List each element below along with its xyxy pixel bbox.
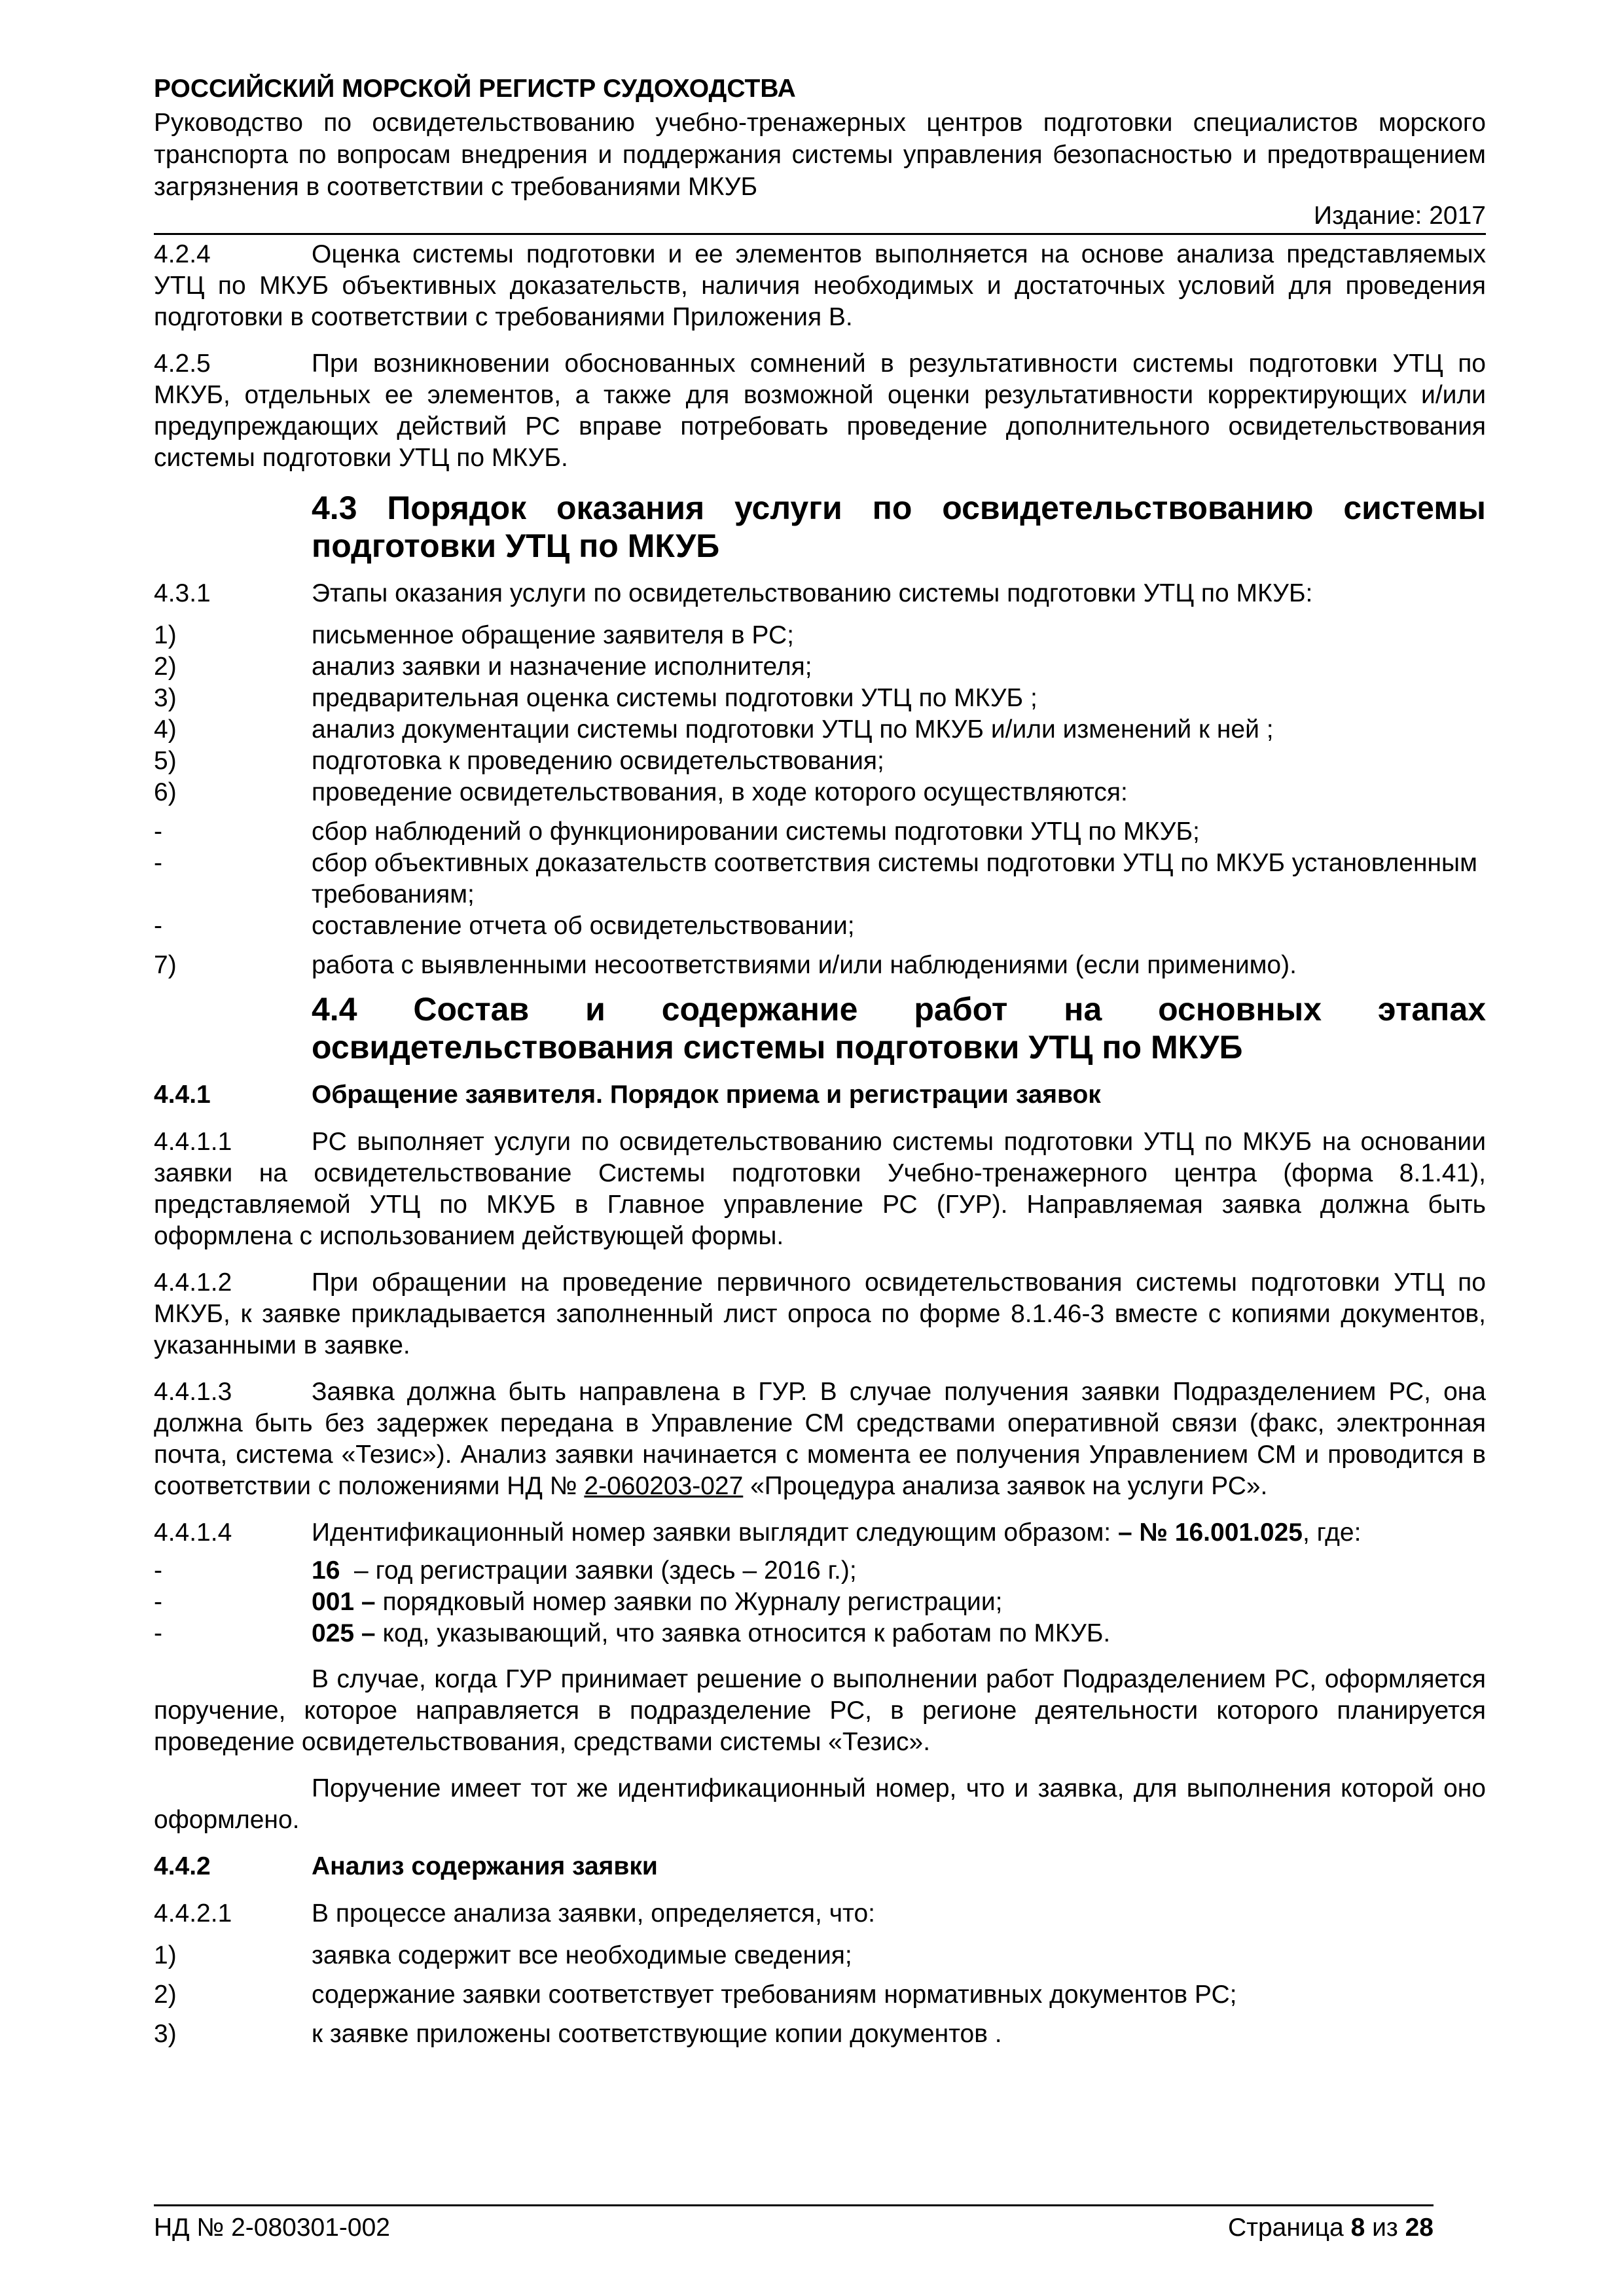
list-text: работа с выявленными несоответствиями и/или наблюдениями (если применимо). <box>312 951 1297 979</box>
header-divider <box>154 233 1486 235</box>
list-marker: - <box>154 1556 162 1585</box>
list-text: проведение освидетельствования, в ходе которого осуществляются: <box>312 778 1128 806</box>
footer-divider <box>154 2204 1434 2206</box>
edition-label: Издание: 2017 <box>1314 202 1486 230</box>
paragraph-text-end: , где: <box>1303 1518 1362 1547</box>
paragraph-text: Этапы оказания услуги по освидетельствованию системы подготовки УТЦ по МКУБ: <box>312 579 1313 607</box>
paragraph-number: 4.2.4 <box>154 240 211 268</box>
document-title: Руководство по освидетельствованию учебно-тренажерных центров подготовки специалистов морского транспорта по вопросам внедрения и поддержания системы управления безопасностью и предотвращением загрязнения в соответствии с требованиями МКУБ <box>154 109 1486 201</box>
list-text: код, указывающий, что заявка относится к работам по МКУБ. <box>375 1619 1111 1647</box>
list-text: анализ документации системы подготовки УТЦ по МКУБ и/или изменений к ней ; <box>312 715 1274 744</box>
list-text: заявка содержит все необходимые сведения; <box>312 1941 852 1969</box>
list-text: предварительная оценка системы подготовки УТЦ по МКУБ ; <box>312 684 1038 712</box>
list-item <box>154 620 1486 651</box>
list-marker: 7) <box>154 951 177 979</box>
paragraph-text: В процессе анализа заявки, определяется, что: <box>312 1899 875 1928</box>
org-name: РОССИЙСКИЙ МОРСКОЙ РЕГИСТР СУДОХОДСТВА <box>154 75 796 103</box>
document-link[interactable]: 2-060203-027 <box>584 1472 744 1500</box>
paragraph-number: 4.4.1.2 <box>154 1268 232 1297</box>
paragraph-4-2-4 <box>154 239 1486 333</box>
list-marker: 3) <box>154 684 177 712</box>
paragraph-number: 4.4.1.1 <box>154 1128 232 1156</box>
list-item <box>154 651 1486 683</box>
list-text: составление отчета об освидетельствовании; <box>312 912 855 940</box>
paragraph-4-4-2-1 <box>154 1898 1486 1929</box>
list-marker: - <box>154 1619 162 1647</box>
list-marker: 6) <box>154 778 177 806</box>
paragraph-text: Идентификационный номер заявки выглядит следующим образом: <box>312 1518 1118 1547</box>
page-counter: Страница 8 из 28 <box>1227 2214 1434 2242</box>
paragraph-4-4-1-4 <box>154 1517 1486 1549</box>
list-text: анализ заявки и назначение исполнителя; <box>312 653 812 681</box>
list-item <box>154 745 1486 777</box>
id-part: 025 – <box>312 1619 376 1647</box>
paragraph-number: 4.3.1 <box>154 579 211 607</box>
list-item <box>154 816 1486 848</box>
list-marker: 1) <box>154 621 177 649</box>
assignment-id-paragraph: Поручение имеет тот же идентификационный номер, что и заявка, для выполнения которой оно оформлено. <box>154 1774 1486 1834</box>
list-item <box>154 950 1486 981</box>
paragraph-number: 4.4.2.1 <box>154 1899 232 1928</box>
list-item <box>154 1940 1486 1971</box>
subsection-number: 4.4.1 <box>154 1081 211 1109</box>
list-text: подготовка к проведению освидетельствования; <box>312 747 884 775</box>
total-pages: 28 <box>1405 2214 1434 2242</box>
paragraph-number: 4.2.5 <box>154 350 211 378</box>
list-item <box>154 714 1486 745</box>
list-marker: 5) <box>154 747 177 775</box>
paragraph-number: 4.4.1.4 <box>154 1518 232 1547</box>
list-text: – год регистрации заявки (здесь – 2016 г.); <box>340 1556 857 1585</box>
list-marker: - <box>154 817 162 846</box>
paragraph-text: При возникновении обоснованных сомнений в результативности системы подготовки УТЦ по МКУБ, отдельных ее элементов, а также для возможной оценки результативности корректирующих и/или предупреждающих действий РС вправе потребовать проведение дополнительного освидетельствования системы подготовки УТЦ по МКУБ. <box>154 350 1486 472</box>
subsection-heading-4-4-2 <box>154 1851 1486 1882</box>
list-marker: 2) <box>154 1981 177 2009</box>
document-body <box>154 239 1486 2060</box>
paragraph-text: Заявка должна быть направлена в ГУР. В случае получения заявки Подразделением РС, она должна быть без задержек передана в Управление СМ средствами оперативной связи (факс, электронная почта, система «Тезис»). Анализ заявки начинается с момента ее получения Управлением СМ и проводится в соответствии с положениями НД № <box>154 1378 1486 1500</box>
list-marker: 1) <box>154 1941 177 1969</box>
subsection-title: Обращение заявителя. Порядок приема и регистрации заявок <box>312 1081 1101 1109</box>
list-item <box>154 1587 1486 1618</box>
list-marker: 3) <box>154 2020 177 2048</box>
list-marker: - <box>154 849 162 877</box>
survey-actions-list <box>154 816 1486 942</box>
list-item <box>154 1618 1486 1649</box>
list-item <box>154 683 1486 714</box>
stages-list <box>154 620 1486 808</box>
subsection-title: Анализ содержания заявки <box>312 1852 658 1880</box>
list-text: сбор наблюдений о функционировании системы подготовки УТЦ по МКУБ; <box>312 817 1200 846</box>
subsection-number: 4.4.2 <box>154 1852 211 1880</box>
paragraph-text-end: «Процедура анализа заявок на услуги РС». <box>743 1472 1268 1500</box>
list-item <box>154 910 1486 942</box>
list-text: порядковый номер заявки по Журналу регистрации; <box>375 1588 1003 1616</box>
list-item <box>154 777 1486 808</box>
list-marker: 2) <box>154 653 177 681</box>
id-part: 16 <box>312 1556 340 1585</box>
list-text: к заявке приложены соответствующие копии документов . <box>312 2020 1002 2048</box>
paragraph-number: 4.4.1.3 <box>154 1378 232 1406</box>
application-id-example: – № 16.001.025 <box>1117 1518 1303 1547</box>
current-page: 8 <box>1350 2214 1365 2242</box>
list-marker: - <box>154 912 162 940</box>
paragraph-4-4-1-2 <box>154 1267 1486 1361</box>
assignment-paragraph: В случае, когда ГУР принимает решение о выполнении работ Подразделением РС, оформляется поручение, которое направляется в подразделение РС, в регионе деятельности которого планируется проведение освидетельствования, средствами системы «Тезис». <box>154 1665 1486 1756</box>
paragraph-text: При обращении на проведение первичного освидетельствования системы подготовки УТЦ по МКУБ, к заявке прикладывается заполненный лист опроса по форме 8.1.46-3 вместе с копиями документов, указанными в заявке. <box>154 1268 1486 1359</box>
paragraph-4-4-1-3 <box>154 1376 1486 1502</box>
document-number: НД № 2-080301-002 <box>154 2214 390 2242</box>
list-text: письменное обращение заявителя в РС; <box>312 621 794 649</box>
list-item <box>154 848 1486 910</box>
paragraph-4-4-1-1 <box>154 1126 1486 1252</box>
id-part: 001 – <box>312 1588 376 1616</box>
section-heading-4-4: 4.4 Состав и содержание работ на основных этапах освидетельствования системы подготовки УТЦ по МКУБ <box>312 991 1486 1066</box>
paragraph-4-2-5 <box>154 348 1486 474</box>
id-explanation-list <box>154 1555 1486 1649</box>
subsection-heading-4-4-1 <box>154 1079 1486 1111</box>
list-marker: - <box>154 1588 162 1616</box>
list-text: содержание заявки соответствует требованиям нормативных документов РС; <box>312 1981 1237 2009</box>
analysis-criteria-list <box>154 1940 1486 2050</box>
paragraph-4-3-1 <box>154 578 1486 609</box>
list-item <box>154 2018 1486 2050</box>
section-heading-4-3: 4.3 Порядок оказания услуги по освидетельствованию системы подготовки УТЦ по МКУБ <box>312 490 1486 564</box>
paragraph-text: РС выполняет услуги по освидетельствованию системы подготовки УТЦ по МКУБ на основании заявки на освидетельствование Системы подготовки Учебно-тренажерного центра (форма 8.1.41), представляемой УТЦ по МКУБ в Главное управление РС (ГУР). Направляемая заявка должна быть оформлена с использованием действующей формы. <box>154 1128 1486 1250</box>
list-item <box>154 1979 1486 2011</box>
list-item <box>154 1555 1486 1587</box>
paragraph-text: Оценка системы подготовки и ее элементов выполняется на основе анализа представляемых УТЦ по МКУБ объективных доказательств, наличия необходимых и достаточных условий для проведения подготовки в соответствии с требованиями Приложения В. <box>154 240 1486 331</box>
list-text: сбор объективных доказательств соответствия системы подготовки УТЦ по МКУБ установленным требованиям; <box>312 849 1477 908</box>
list-marker: 4) <box>154 715 177 744</box>
stage-7-item <box>154 950 1486 981</box>
